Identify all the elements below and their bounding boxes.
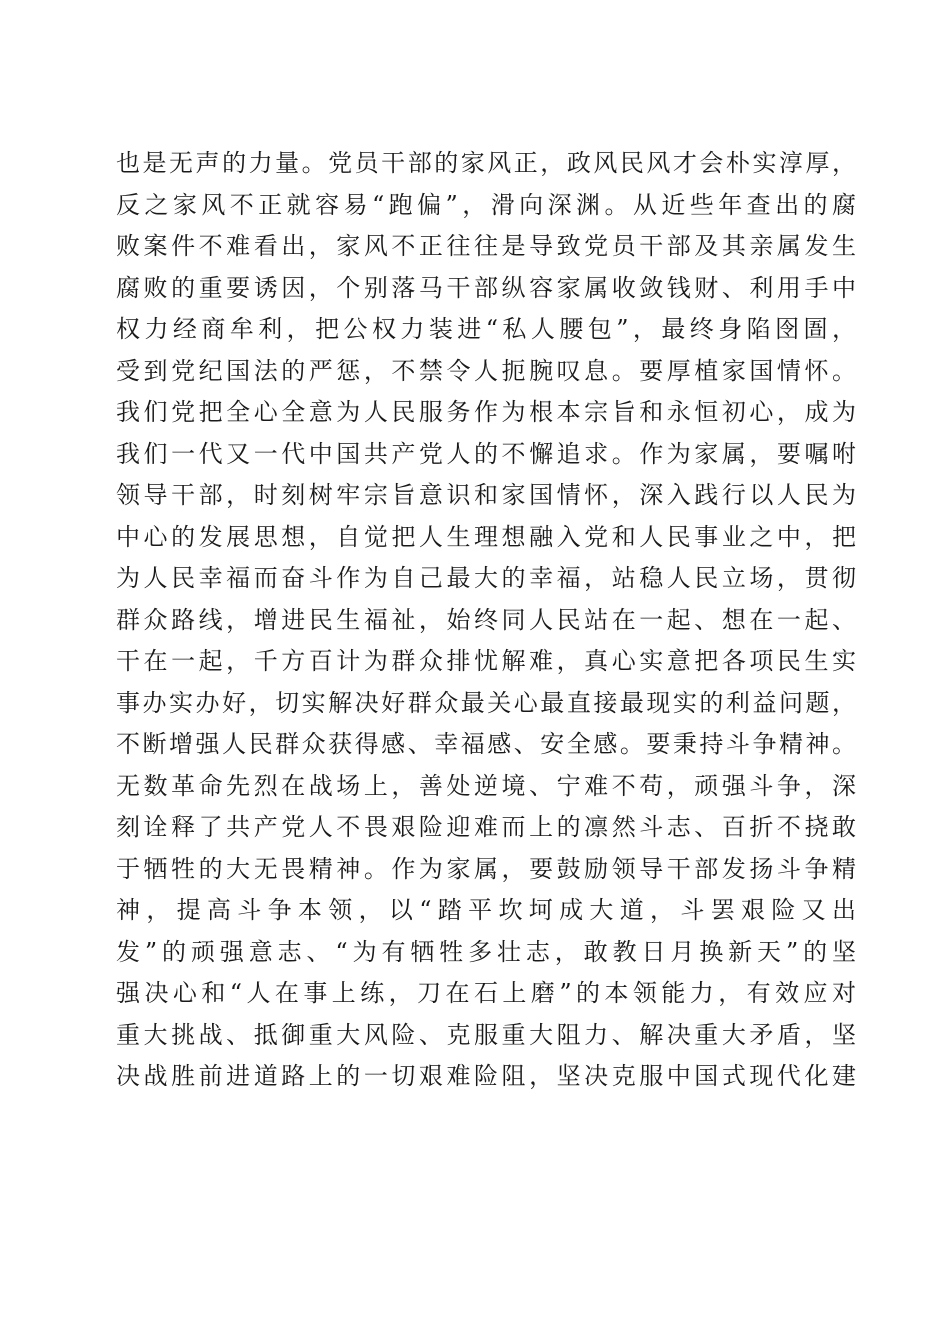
text-line: 败案件不难看出，家风不正往往是导致党员干部及其亲属发生	[116, 232, 856, 260]
text-line: 刻诠释了共产党人不畏艰险迎难而上的凛然斗志、百折不挠敢	[116, 813, 856, 841]
text-line: 重大挑战、抵御重大风险、克服重大阻力、解决重大矛盾，坚	[116, 1020, 856, 1049]
body-text	[116, 143, 856, 1098]
text-line: 为人民幸福而奋斗作为自己最大的幸福，站稳人民立场，贯彻	[116, 564, 856, 592]
text-line: 中心的发展思想，自觉把人生理想融入党和人民事业之中，把	[116, 522, 856, 551]
text-line: 决战胜前进道路上的一切艰难险阻，坚决克服中国式现代化建	[116, 1062, 856, 1090]
text-line: 我们一代又一代中国共产党人的不懈追求。作为家属，要嘱咐	[116, 439, 856, 468]
text-line: 权力经商牟利，把公权力装进“私人腰包”，最终身陷囹圄，	[116, 315, 856, 343]
text-line: 发”的顽强意志、“为有牺牲多壮志，敢教日月换新天”的坚	[116, 937, 856, 966]
text-line: 也是无声的力量。党员干部的家风正，政风民风才会朴实淳厚，	[116, 149, 856, 177]
text-line: 群众路线，增进民生福祉，始终同人民站在一起、想在一起、	[116, 605, 856, 634]
text-line: 不断增强人民群众获得感、幸福感、安全感。要秉持斗争精神。	[116, 730, 856, 758]
text-line: 事办实办好，切实解决好群众最关心最直接最现实的利益问题，	[116, 688, 856, 717]
text-line: 我们党把全心全意为人民服务作为根本宗旨和永恒初心，成为	[116, 398, 856, 426]
text-line: 腐败的重要诱因，个别落马干部纵容家属收敛钱财、利用手中	[116, 273, 856, 302]
text-line: 强决心和“人在事上练，刀在石上磨”的本领能力，有效应对	[116, 979, 856, 1007]
text-line: 领导干部，时刻树牢宗旨意识和家国情怀，深入践行以人民为	[116, 481, 856, 509]
text-line: 受到党纪国法的严惩，不禁令人扼腕叹息。要厚植家国情怀。	[116, 356, 856, 385]
text-line: 神，提高斗争本领，以“踏平坎坷成大道，斗罢艰险又出	[116, 896, 856, 924]
text-line: 反之家风不正就容易“跑偏”，滑向深渊。从近些年查出的腐	[116, 190, 856, 219]
text-line: 干在一起，千方百计为群众排忧解难，真心实意把各项民生实	[116, 647, 856, 675]
text-line: 无数革命先烈在战场上，善处逆境、宁难不苟，顽强斗争，深	[116, 771, 856, 800]
text-line: 于牺牲的大无畏精神。作为家属，要鼓励领导干部发扬斗争精	[116, 854, 856, 883]
